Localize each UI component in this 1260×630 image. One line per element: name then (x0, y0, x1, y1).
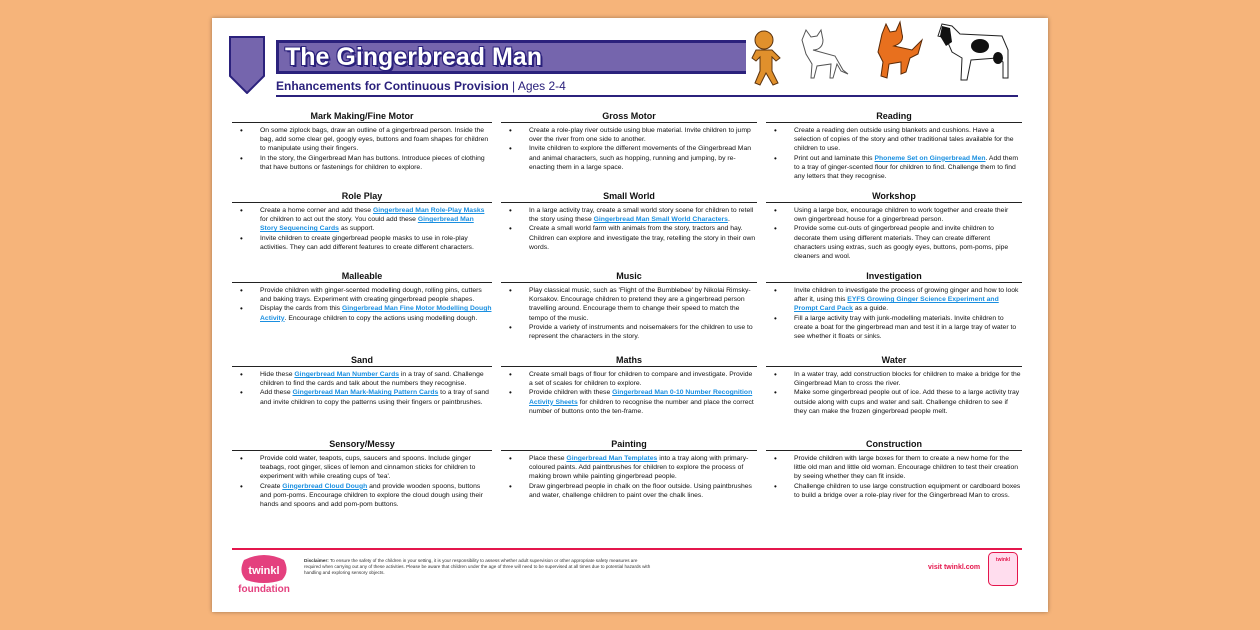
list-item (501, 224, 757, 252)
item-text: to a tray of sand and invite children to copy the patterns using their fingers or paintbrushes. (260, 389, 489, 406)
item-text: Draw gingerbread people in chalk on the floor outside. Using paintbrushes and water, challenge children to paint over the chalk lines. (529, 482, 752, 499)
list-item (501, 126, 757, 144)
list-item (232, 388, 492, 406)
section-construction (766, 438, 1022, 538)
item-text: Add these (260, 389, 293, 397)
item-text: In a water tray, add construction blocks for children to make a bridge for the Gingerbread Man to cross the river. (794, 371, 1021, 388)
svg-text:foundation: foundation (238, 584, 290, 595)
resource-link[interactable]: Gingerbread Man Story Sequencing Cards (260, 216, 474, 233)
activity-list (766, 454, 1022, 500)
section-maths (501, 354, 757, 438)
list-item (232, 286, 492, 304)
item-text: Make some gingerbread people out of ice. Add these to a large activity tray outside along with cups and water and salt. Challenge children to see if they can make the frozen gingerbread people melt. (794, 389, 1020, 415)
section-mark-making-fine-motor (232, 110, 492, 190)
shield-icon (229, 36, 265, 94)
list-item (232, 304, 492, 322)
section-reading (766, 110, 1022, 190)
subtitle (276, 79, 566, 93)
item-text: Provide children with ginger-scented modelling dough, rolling pins, cutters and baking trays. Experiment with creating gingerbread people shapes. (260, 287, 482, 304)
item-text: as support. (338, 225, 375, 233)
list-item (766, 388, 1022, 416)
item-text: Provide some cut-outs of gingerbread people and invite children to decorate them using different materials. They can create different characters using extras, such as googly eyes, buttons, pom-poms, pipe cleaners and wool. (794, 225, 1009, 261)
item-text: into a tray along with primary-coloured paints. Add paintbrushes for children to explore the process of making brown while painting gingerbread people. (529, 455, 749, 481)
item-text: Create a role-play river outside using blue material. Invite children to jump over the river from one side to another. (529, 127, 751, 144)
section-heading: Maths (501, 354, 757, 367)
item-text: Fill a large activity tray with junk-modelling materials. Invite children to create a boat for the gingerbread man and test it in a large tray of water to see whether it floats or sinks. (794, 314, 1017, 341)
resource-link[interactable]: Gingerbread Man Mark-Making Pattern Cards (292, 389, 439, 397)
item-text: Invite children to create gingerbread people masks to use in role-play activities. They can add different features to create different characters. (260, 234, 474, 251)
activity-list (766, 206, 1022, 261)
item-text: Print out and laminate this (794, 154, 875, 162)
activity-list (501, 370, 757, 416)
section-heading: Sensory/Messy (232, 438, 492, 451)
section-heading: Painting (501, 438, 757, 451)
list-item (501, 144, 757, 172)
twinkl-foundation-logo (238, 554, 290, 598)
resource-link[interactable]: Gingerbread Cloud Dough (282, 482, 368, 490)
section-malleable (232, 270, 492, 354)
item-text: Using a large box, encourage children to work together and create their own gingerbread house for a gingerbread person. (794, 207, 1009, 224)
item-text: Invite children to investigate the process of growing ginger and how to look after it, using this (794, 287, 1019, 304)
item-text: Create a reading den outside using blankets and cushions. Have a selection of copies of the story and other traditional tales available for the children to use. (794, 127, 1014, 153)
list-item (232, 370, 492, 388)
title-banner (276, 40, 746, 74)
list-item (766, 286, 1022, 314)
resource-link[interactable]: Phoneme Set on Gingerbread Men (874, 154, 986, 162)
activity-list (766, 286, 1022, 341)
list-item (501, 286, 757, 323)
section-heading: Investigation (766, 270, 1022, 283)
section-heading: Music (501, 270, 757, 283)
list-item (232, 154, 492, 172)
subtitle-main: Enhancements for Continuous Provision (276, 79, 509, 93)
list-item (501, 323, 757, 341)
activity-list (232, 454, 492, 509)
subtitle-sep: | (508, 79, 518, 93)
resource-link[interactable]: Gingerbread Man Templates (566, 455, 658, 462)
item-text: Provide children with large boxes for them to create a new home for the little old man and little old woman. Encourage children to test their creation by seeing whether they can fit inside. (794, 455, 1019, 481)
item-text: On some ziplock bags, draw an outline of a gingerbread person. Inside the bag, add some clear gel, googly eyes, buttons and foam shapes for children to manipulate using their fingers. (260, 127, 489, 153)
list-item (766, 454, 1022, 482)
resource-link[interactable]: Gingerbread Man Number Cards (294, 371, 400, 378)
activity-list (501, 206, 757, 252)
section-music (501, 270, 757, 354)
section-heading: Role Play (232, 190, 492, 203)
list-item (501, 370, 757, 388)
list-item (232, 454, 492, 482)
header-divider (276, 95, 1018, 97)
item-text: . Add them to a tray of ginger-scented flour for children to find. Challenge them to find any letters that they recognise. (794, 154, 1019, 181)
section-heading: Sand (232, 354, 492, 367)
activity-list (766, 126, 1022, 181)
list-item (232, 206, 492, 234)
section-small-world (501, 190, 757, 270)
section-heading: Water (766, 354, 1022, 367)
activity-grid (232, 110, 1022, 538)
section-heading: Small World (501, 190, 757, 203)
section-heading: Gross Motor (501, 110, 757, 123)
cat-icon (802, 30, 848, 78)
section-water (766, 354, 1022, 438)
item-text: Create (260, 482, 283, 490)
resource-link[interactable]: Gingerbread Man 0-10 Number Recognition Activity Sheets (529, 389, 753, 406)
twinkl-quality-badge: twinkl (988, 552, 1018, 586)
list-item (232, 126, 492, 154)
list-item (501, 206, 757, 224)
resource-link[interactable]: Gingerbread Man Small World Characters (593, 216, 728, 224)
list-item (766, 482, 1022, 500)
section-sensory-messy (232, 438, 492, 538)
footer-divider (232, 548, 1022, 550)
item-text: Create small bags of flour for children to compare and investigate. Provide a set of scales for children to explore. (529, 371, 753, 388)
item-text: Challenge children to use large construction equipment or cardboard boxes to build a bridge over a role-play river for the Gingerbread Man to cross. (794, 482, 1021, 499)
cow-icon (938, 24, 1008, 80)
story-characters-illustration (742, 20, 1022, 92)
list-item (232, 482, 492, 510)
disclaimer-text: To ensure the safety of the children in your setting, it is your responsibility to assess whether adult supervision or other appropriate safety measures are required when carrying out any of these activities. Please be aware that children under the age of three will need to be supervised at all times due to potential hazards with handling and exploring sensory objects. (304, 558, 651, 576)
activity-list (501, 286, 757, 341)
section-role-play (232, 190, 492, 270)
page-title: The Gingerbread Man (285, 43, 542, 71)
activity-list (232, 370, 492, 407)
section-heading: Mark Making/Fine Motor (232, 110, 492, 123)
item-text: and provide wooden spoons, buttons and pom-poms. Encourage children to explore the cloud dough using their hands and spoons and add pom-pom buttons. (260, 482, 483, 509)
activity-list (232, 286, 492, 323)
item-text: . (727, 216, 730, 224)
item-text: Display the cards from this (260, 305, 342, 313)
visit-twinkl-link[interactable]: visit twinkl.com (928, 564, 981, 571)
item-text: In a large activity tray, create a small world story scene for children to retell the story using these (529, 207, 754, 224)
resource-link[interactable]: EYFS Growing Ginger Science Experiment and Prompt Card Pack (794, 296, 999, 313)
list-item (766, 154, 1022, 182)
item-text: Provide cold water, teapots, cups, saucers and spoons. Include ginger teabags, root ginger, slices of lemon and cinnamon sticks for children to experiment with while creating cups of 'tea'. (260, 455, 476, 481)
disclaimer (304, 558, 654, 577)
item-text: for children to recognise the number and place the correct number of buttons onto the ten-frame. (529, 398, 754, 415)
section-investigation (766, 270, 1022, 354)
list-item (766, 126, 1022, 154)
list-item (766, 314, 1022, 342)
item-text: Invite children to explore the different movements of the Gingerbread Man and animal characters, such as hopping, running and jumping, by re-enacting them in a large space. (529, 145, 752, 171)
section-heading: Workshop (766, 190, 1022, 203)
activity-list (232, 126, 492, 172)
list-item (232, 234, 492, 252)
list-item (766, 370, 1022, 388)
item-text: Provide children with these (529, 389, 613, 397)
section-heading: Reading (766, 110, 1022, 123)
activity-list (501, 126, 757, 172)
activity-list (501, 454, 757, 500)
worksheet-page (212, 18, 1048, 612)
activity-list (232, 206, 492, 252)
list-item (501, 454, 757, 482)
item-text: Create a home corner and add these (260, 207, 373, 214)
section-gross-motor (501, 110, 757, 190)
item-text: as a guide. (852, 305, 889, 313)
item-text: In the story, the Gingerbread Man has buttons. Introduce pieces of clothing that have buttons or fastenings for children to explore. (260, 154, 485, 171)
list-item (501, 482, 757, 500)
item-text: Create a small world farm with animals from the story, tractors and hay. Children can explore and investigate the tray, retelling the story in their own words. (529, 225, 756, 251)
section-heading: Malleable (232, 270, 492, 283)
section-workshop (766, 190, 1022, 270)
list-item (766, 206, 1022, 224)
disclaimer-label: Disclaimer: (304, 558, 329, 563)
section-heading: Construction (766, 438, 1022, 451)
activity-list (766, 370, 1022, 416)
item-text: Provide a variety of instruments and noisemakers for the children to use to represent the characters in the story. (529, 323, 753, 341)
item-text: Play classical music, such as 'Flight of the Bumblebee' by Nikolai Rimsky-Korsakov. Encourage children to pretend they are a gingerbread person travelling around. Encourage them to change their speed to match the tempo of the music. (529, 287, 751, 322)
item-text: Place these (529, 455, 567, 462)
item-text: for children to act out the story. You could add these (260, 216, 418, 224)
item-text: . Encourage children to copy the actions using modelling dough. (284, 314, 478, 322)
section-painting (501, 438, 757, 538)
section-sand (232, 354, 492, 438)
resource-link[interactable]: Gingerbread Man Fine Motor Modelling Dough Activity (260, 305, 492, 322)
fox-icon (878, 22, 922, 78)
subtitle-age: Ages 2-4 (517, 79, 566, 93)
list-item (501, 388, 757, 416)
item-text: Hide these (260, 371, 295, 378)
gingerbread-man-icon (752, 31, 780, 85)
resource-link[interactable]: Gingerbread Man Role-Play Masks (372, 207, 485, 214)
list-item (766, 224, 1022, 261)
item-text: in a tray of sand. Challenge children to find the cards and talk about the numbers they recognise. (260, 371, 484, 388)
svg-text:twinkl: twinkl (248, 565, 280, 577)
